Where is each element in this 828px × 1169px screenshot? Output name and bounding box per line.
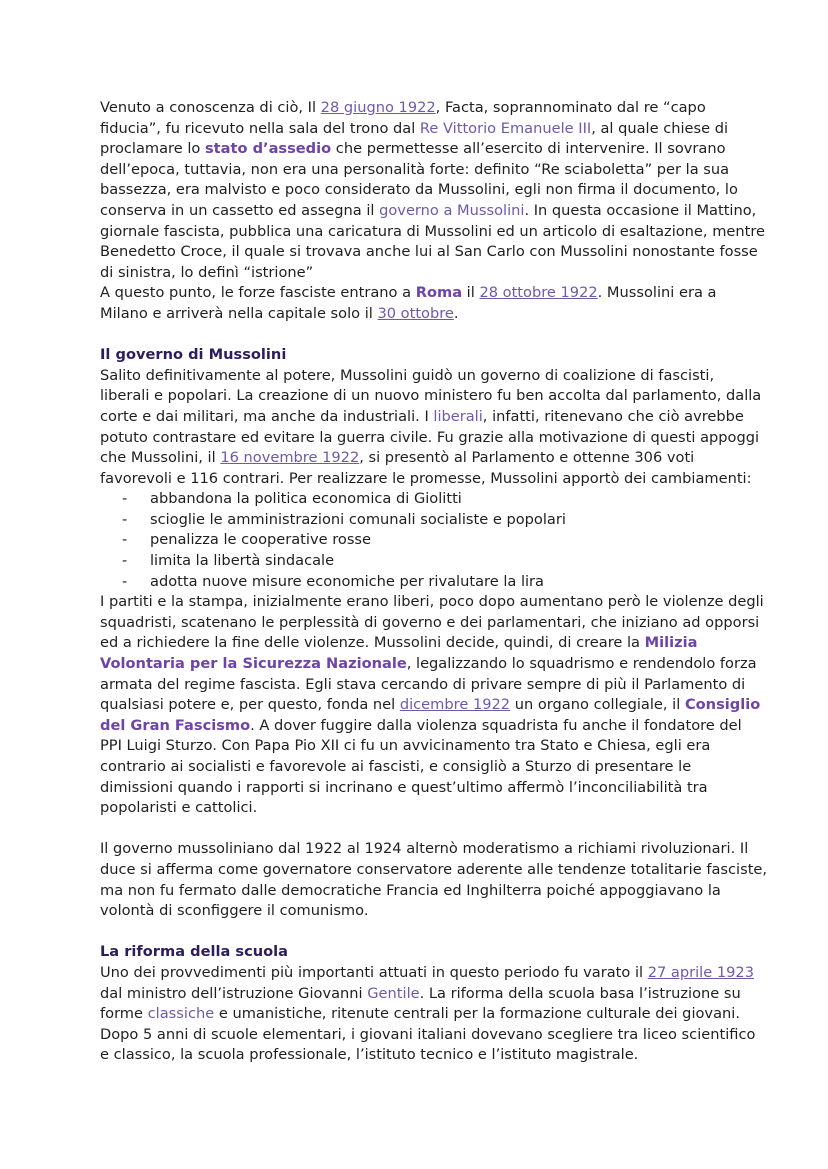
keyword-stato-assedio: stato d’assedio [204,140,332,158]
section-heading-scuola: La riforma della scuola [100,943,289,961]
spacer [100,922,768,943]
list-item: - adotta nuove misure economiche per rivalutare la lira [100,572,768,593]
date-link[interactable]: 16 novembre 1922 [220,449,360,467]
gentile-link[interactable]: Gentile [367,984,420,1002]
governo-link[interactable]: governo a Mussolini [379,201,525,219]
date-link[interactable]: 27 aprile 1923 [647,963,754,981]
keyword-milizia: Milizia Volontaria per la Sicurezza Nazionale [100,634,698,673]
changes-list [100,489,768,592]
spacer [100,325,768,346]
keyword-consiglio: Consiglio del Gran Fascismo [100,696,761,734]
paragraph-governo: Salito definitivamente al potere, Mussolini guidò un governo di coalizione di fascisti, liberali e popolari. La creazione di un nuovo ministero fu ben accolta dal parlamento, dalla corte e dai militari, ma anche da industriali. I liberali, infatti, ritenevano che ciò avrebbe potuto contrastare ed evitare la guerra civile. Fu grazie alla motivazione di questi appoggi che Mussolini, il 16 novembre 1922, si presentò al Parlamento e ottenne 306 voti favorevoli e 116 contrari. Per realizzare le promesse, Mussolini apportò dei cambiamenti: [100,366,762,487]
list-item: - scioglie le amministrazioni comunali socialiste e popolari [100,510,768,531]
classiche-link[interactable]: classiche [147,1005,215,1023]
section-heading-governo: Il governo di Mussolini [100,346,287,364]
date-link[interactable]: 28 giugno 1922 [320,99,436,116]
list-item: - limita la libertà sindacale [100,551,768,572]
liberali-link[interactable]: liberali [433,407,483,425]
paragraph-riforma: Uno dei provvedimenti più importanti attuati in questo periodo fu varato il 27 aprile 1923 dal ministro dell’istruzione Giovanni Gentile. La riforma della scuola basa l’istruzione su forme classiche e umanistiche, ritenute centrali per la formazione culturale dei giovani. Dopo 5 anni di scuole elementari, i giovani italiani dovevano scegliere tra liceo scientifico e classico, la scuola professionale, l’istituto tecnico e l’istituto magistrale. [100,963,756,1064]
paragraph-roma: A questo punto, le forze fasciste entrano a Roma il 28 ottobre 1922. Mussolini era a Milano e arriverà nella capitale solo il 30 ottobre. [100,284,717,322]
paragraph-facta: Venuto a conoscenza di ciò, Il 28 giugno 1922, Facta, soprannominato dal re “capo fiducia”, fu ricevuto nella sala del trono dal Re Vittorio Emanuele III, al quale chiese di proclamare lo stato d’assedio che permettesse all’esercito di intervenire. Il sovrano dell’epoca, tuttavia, non era una personalità forte: definito “Re sciaboletta” per la sua bassezza, era malvisto e poco considerato da Mussolini, egli non firma il documento, lo conserva in un cassetto ed assegna il governo a Mussolini. In questa occasione il Mattino, giornale fascista, pubblica una caricatura di Mussolini ed un articolo di esaltazione, mentre Benedetto Croce, il quale si trovava anche lui al San Carlo con Mussolini nonostante fosse di sinistra, lo definì “istrione” [100,99,766,281]
paragraph-squadristi: I partiti e la stampa, inizialmente erano liberi, poco dopo aumentano però le violenze degli squadristi, scatenano le perplessità di governo e dei parlamentari, che iniziano ad opporsi ed a richiedere la fine delle violenze. Mussolini decide, quindi, di creare la Milizia Volontaria per la Sicurezza Nazionale, legalizzando lo squadrismo e rendendolo forza armata del regime fascista. Egli stava cercando di privare sempre di più il Parlamento di qualsiasi potere e, per questo, fonda nel dicembre 1922 un organo collegiale, il Consiglio del Gran Fascismo. A dover fuggire dalla violenza squadrista fu anche il fondatore del PPI Luigi Sturzo. Con Papa Pio XII ci fu un avvicinamento tra Stato e Chiesa, egli era contrario ai socialisti e favorevole ai fascisti, e consigliò a Sturzo di presentare le dimissioni quando i rapporti si incrinano e quest’ultimo affermò l’inconciliabilità tra popolaristi e cattolici. [100,593,764,817]
list-item: - abbandona la politica economica di Giolitti [100,489,768,510]
date-link[interactable]: 28 ottobre 1922 [479,284,598,302]
date-link[interactable]: 30 ottobre [377,304,454,322]
spacer [100,819,768,840]
keyword-roma: Roma [415,284,463,302]
list-item: - penalizza le cooperative rosse [100,530,768,551]
date-link[interactable]: dicembre 1922 [399,696,511,714]
paragraph-moderatismo: Il governo mussoliniano dal 1922 al 1924 alternò moderatismo a richiami rivoluzionari. Il duce si afferma come governatore conservatore aderente alle tendenze totalitarie fasciste, ma non fu fermato dalle democratiche Francia ed Inghilterra poiché appoggiavano la volontà di sconfiggere il comunismo. [100,840,768,920]
king-link[interactable]: Re Vittorio Emanuele III [419,119,592,137]
